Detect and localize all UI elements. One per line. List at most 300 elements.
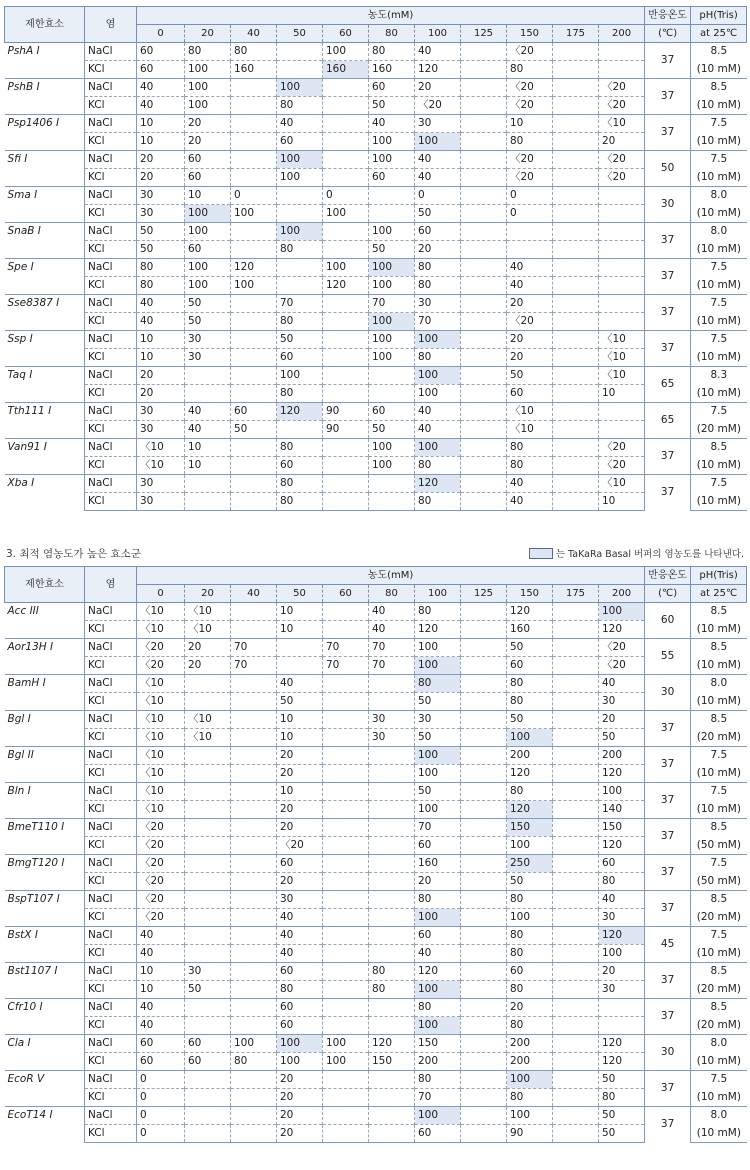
activity-cell: 40 xyxy=(137,313,185,331)
activity-cell: 100 xyxy=(369,331,415,349)
activity-cell: 60 xyxy=(185,169,231,187)
activity-cell xyxy=(231,151,277,169)
activity-cell xyxy=(323,151,369,169)
ph-value: 8.5 xyxy=(691,999,747,1017)
activity-cell: 30 xyxy=(599,981,645,999)
ph-concentration: (10 mM) xyxy=(696,766,741,779)
ph-concentration: (10 mM) xyxy=(691,1125,747,1143)
activity-cell xyxy=(323,367,369,385)
activity-cell xyxy=(461,765,507,783)
activity-cell xyxy=(461,259,507,277)
enzyme-table-1 xyxy=(4,6,747,511)
ph-value: 7.5 xyxy=(691,747,747,765)
activity-cell: 30 xyxy=(415,295,461,313)
ph-concentration: (10 mM) xyxy=(696,98,741,111)
activity-cell xyxy=(507,223,553,241)
activity-cell xyxy=(231,945,277,963)
header-conc-col: 200 xyxy=(599,585,645,603)
activity-cell xyxy=(553,765,599,783)
enzyme-name: Sse8387 I xyxy=(5,295,85,331)
activity-cell: 〈20 xyxy=(507,151,553,169)
ph-concentration: (20 mM) xyxy=(696,982,741,995)
activity-cell xyxy=(461,79,507,97)
salt-cell: NaCl xyxy=(85,963,137,981)
salt-cell: KCl xyxy=(85,241,137,259)
activity-cell: 80 xyxy=(415,999,461,1017)
enzyme-name: BmeT110 I xyxy=(5,819,85,855)
activity-cell: 20 xyxy=(277,819,323,837)
table-row xyxy=(5,1125,747,1143)
activity-cell: 〈10 xyxy=(599,367,645,385)
activity-cell xyxy=(323,603,369,621)
activity-cell xyxy=(231,711,277,729)
activity-cell: 100 xyxy=(231,205,277,223)
activity-cell: 120 xyxy=(323,277,369,295)
enzyme-name: PshB I xyxy=(5,79,85,115)
activity-cell: 100 xyxy=(323,43,369,61)
activity-cell: 0 xyxy=(231,187,277,205)
salt-cell: NaCl xyxy=(85,783,137,801)
activity-cell: 60 xyxy=(507,657,553,675)
activity-cell xyxy=(323,801,369,819)
activity-cell xyxy=(323,711,369,729)
table-row xyxy=(5,729,747,747)
activity-cell: 80 xyxy=(137,277,185,295)
activity-cell: 70 xyxy=(323,657,369,675)
table-row xyxy=(5,801,747,819)
activity-cell: 120 xyxy=(415,621,461,639)
activity-cell: 30 xyxy=(415,115,461,133)
ph-value: 7.5 xyxy=(691,259,747,277)
activity-cell: 〈10 xyxy=(137,675,185,693)
salt-cell: KCl xyxy=(85,657,137,675)
activity-cell: 100 xyxy=(369,133,415,151)
salt-cell: NaCl xyxy=(85,819,137,837)
activity-cell: 160 xyxy=(369,61,415,79)
ph-concentration: (20 mM) xyxy=(696,422,741,435)
enzyme-name: Bgl II xyxy=(5,747,85,783)
activity-cell: 120 xyxy=(415,61,461,79)
reaction-temp: 37 xyxy=(645,475,691,511)
reaction-temp: 37 xyxy=(645,439,691,475)
activity-cell: 80 xyxy=(415,277,461,295)
ph-value: 8.5 xyxy=(691,43,747,61)
ph-value: 8.0 xyxy=(691,1107,747,1125)
activity-cell xyxy=(461,421,507,439)
salt-cell: KCl xyxy=(85,313,137,331)
activity-cell xyxy=(369,927,415,945)
activity-cell xyxy=(461,927,507,945)
salt-cell: KCl xyxy=(85,277,137,295)
activity-cell xyxy=(461,1035,507,1053)
activity-cell: 60 xyxy=(369,403,415,421)
salt-cell: KCl xyxy=(85,1125,137,1143)
enzyme-name: Tth111 I xyxy=(5,403,85,439)
activity-cell: 100 xyxy=(599,603,645,621)
table-row xyxy=(5,711,747,729)
activity-cell xyxy=(553,439,599,457)
activity-cell: 50 xyxy=(415,783,461,801)
activity-cell: 40 xyxy=(185,421,231,439)
activity-cell xyxy=(231,819,277,837)
activity-cell: 80 xyxy=(507,891,553,909)
reaction-temp: 37 xyxy=(645,891,691,927)
activity-cell xyxy=(231,169,277,187)
activity-cell xyxy=(231,223,277,241)
activity-cell: 60 xyxy=(277,855,323,873)
ph-value: 8.5 xyxy=(691,603,747,621)
activity-cell: 〈10 xyxy=(137,621,185,639)
activity-cell xyxy=(461,97,507,115)
activity-cell xyxy=(185,693,231,711)
activity-cell: 50 xyxy=(415,693,461,711)
activity-cell: 〈10 xyxy=(599,115,645,133)
table-row xyxy=(5,61,747,79)
activity-cell xyxy=(553,783,599,801)
activity-cell xyxy=(185,367,231,385)
enzyme-name: BstX I xyxy=(5,927,85,963)
table-row xyxy=(5,639,747,657)
activity-cell xyxy=(323,79,369,97)
activity-cell xyxy=(553,115,599,133)
enzyme-name: Cla I xyxy=(5,1035,85,1071)
activity-cell: 40 xyxy=(137,295,185,313)
activity-cell xyxy=(461,205,507,223)
activity-cell xyxy=(461,241,507,259)
table-row xyxy=(5,621,747,639)
activity-cell: 50 xyxy=(369,241,415,259)
ph-value: 8.5 xyxy=(691,963,747,981)
activity-cell xyxy=(231,295,277,313)
activity-cell: 90 xyxy=(507,1125,553,1143)
activity-cell xyxy=(323,765,369,783)
activity-cell xyxy=(553,693,599,711)
activity-cell: 200 xyxy=(415,1053,461,1071)
activity-cell: 30 xyxy=(185,331,231,349)
legend-swatch xyxy=(529,548,553,559)
ph-concentration: (10 mM) xyxy=(696,206,741,219)
ph-concentration: (10 mM) xyxy=(696,314,741,327)
activity-cell xyxy=(461,313,507,331)
activity-cell xyxy=(461,945,507,963)
activity-cell: 30 xyxy=(137,421,185,439)
activity-cell: 〈10 xyxy=(599,475,645,493)
header-concentration: 농도(mM) xyxy=(137,7,645,25)
activity-cell: 〈20 xyxy=(137,855,185,873)
activity-cell xyxy=(277,657,323,675)
activity-cell: 100 xyxy=(415,385,461,403)
ph-value: 7.5 xyxy=(691,115,747,133)
activity-cell: 〈10 xyxy=(185,711,231,729)
activity-cell: 60 xyxy=(415,223,461,241)
activity-cell: 100 xyxy=(369,457,415,475)
ph-concentration: (20 mM) xyxy=(696,1018,741,1031)
activity-cell: 250 xyxy=(507,855,553,873)
header-conc-col: 50 xyxy=(277,25,323,43)
activity-cell: 50 xyxy=(185,313,231,331)
activity-cell xyxy=(461,729,507,747)
activity-cell: 120 xyxy=(369,1035,415,1053)
activity-cell: 30 xyxy=(277,891,323,909)
activity-cell: 80 xyxy=(507,693,553,711)
activity-cell xyxy=(231,385,277,403)
salt-cell: NaCl xyxy=(85,223,137,241)
activity-cell: 120 xyxy=(415,963,461,981)
activity-cell: 100 xyxy=(507,837,553,855)
salt-cell: NaCl xyxy=(85,367,137,385)
header-concentration: 농도(mM) xyxy=(137,567,645,585)
activity-cell: 50 xyxy=(277,693,323,711)
activity-cell: 40 xyxy=(507,475,553,493)
activity-cell: 120 xyxy=(277,403,323,421)
activity-cell xyxy=(231,1107,277,1125)
activity-cell xyxy=(231,765,277,783)
activity-cell: 20 xyxy=(277,801,323,819)
enzyme-name: PshA I xyxy=(5,43,85,79)
activity-cell: 10 xyxy=(277,621,323,639)
activity-cell xyxy=(231,963,277,981)
salt-cell: KCl xyxy=(85,1017,137,1035)
activity-cell: 60 xyxy=(137,43,185,61)
header-conc-col: 60 xyxy=(323,25,369,43)
activity-cell xyxy=(323,693,369,711)
salt-cell: NaCl xyxy=(85,999,137,1017)
activity-cell: 〈20 xyxy=(137,639,185,657)
activity-cell: 0 xyxy=(137,1107,185,1125)
activity-cell: 80 xyxy=(507,783,553,801)
reaction-temp: 45 xyxy=(645,927,691,963)
activity-cell: 40 xyxy=(415,403,461,421)
activity-cell: 80 xyxy=(415,457,461,475)
activity-cell xyxy=(323,241,369,259)
salt-cell: KCl xyxy=(85,981,137,999)
activity-cell: 10 xyxy=(137,115,185,133)
legend xyxy=(529,546,744,560)
activity-cell: 10 xyxy=(137,963,185,981)
activity-cell xyxy=(369,783,415,801)
activity-cell: 〈20 xyxy=(507,43,553,61)
activity-cell xyxy=(553,205,599,223)
header-conc-col: 150 xyxy=(507,25,553,43)
ph-value: 8.5 xyxy=(691,639,747,657)
activity-cell: 20 xyxy=(277,1107,323,1125)
table-row xyxy=(5,457,747,475)
activity-cell xyxy=(231,475,277,493)
activity-cell xyxy=(369,693,415,711)
header-conc-col: 40 xyxy=(231,585,277,603)
activity-cell xyxy=(461,1089,507,1107)
activity-cell: 100 xyxy=(369,439,415,457)
salt-cell: KCl xyxy=(85,801,137,819)
table-row xyxy=(5,277,747,295)
activity-cell xyxy=(553,1035,599,1053)
activity-cell: 150 xyxy=(369,1053,415,1071)
activity-cell xyxy=(323,945,369,963)
activity-cell: 20 xyxy=(415,873,461,891)
activity-cell xyxy=(599,999,645,1017)
salt-cell: KCl xyxy=(85,205,137,223)
activity-cell: 40 xyxy=(137,945,185,963)
activity-cell xyxy=(553,1107,599,1125)
activity-cell: 50 xyxy=(369,97,415,115)
activity-cell: 80 xyxy=(507,1017,553,1035)
activity-cell: 20 xyxy=(277,873,323,891)
activity-cell: 80 xyxy=(415,603,461,621)
activity-cell xyxy=(369,747,415,765)
activity-cell xyxy=(277,43,323,61)
activity-cell xyxy=(231,783,277,801)
activity-cell xyxy=(369,475,415,493)
activity-cell xyxy=(461,783,507,801)
activity-cell xyxy=(553,801,599,819)
ph-concentration: (20 mM) xyxy=(696,910,741,923)
ph-concentration: (10 mM) xyxy=(696,170,741,183)
salt-cell: KCl xyxy=(85,349,137,367)
table-row xyxy=(5,873,747,891)
reaction-temp: 37 xyxy=(645,999,691,1035)
activity-cell xyxy=(461,963,507,981)
activity-cell: 30 xyxy=(369,711,415,729)
activity-cell: 10 xyxy=(277,711,323,729)
activity-cell xyxy=(323,1107,369,1125)
ph-value: 8.3 xyxy=(691,367,747,385)
reaction-temp: 37 xyxy=(645,43,691,79)
enzyme-name: Bgl I xyxy=(5,711,85,747)
activity-cell xyxy=(323,475,369,493)
table-row xyxy=(5,909,747,927)
activity-cell: 80 xyxy=(599,1089,645,1107)
table-row xyxy=(5,693,747,711)
activity-cell: 160 xyxy=(323,61,369,79)
activity-cell: 〈10 xyxy=(137,603,185,621)
activity-cell: 20 xyxy=(185,657,231,675)
activity-cell xyxy=(553,909,599,927)
activity-cell: 10 xyxy=(277,783,323,801)
activity-cell xyxy=(369,1017,415,1035)
table-row xyxy=(5,1089,747,1107)
activity-cell xyxy=(553,151,599,169)
activity-cell: 50 xyxy=(415,205,461,223)
activity-cell: 〈20 xyxy=(137,819,185,837)
activity-cell: 50 xyxy=(277,331,323,349)
enzyme-name: BmgT120 I xyxy=(5,855,85,891)
activity-cell xyxy=(461,277,507,295)
activity-cell: 40 xyxy=(137,927,185,945)
activity-cell: 40 xyxy=(507,259,553,277)
activity-cell: 20 xyxy=(277,1125,323,1143)
table-row xyxy=(5,331,747,349)
salt-cell: KCl xyxy=(85,421,137,439)
activity-cell: 40 xyxy=(369,603,415,621)
activity-cell: 30 xyxy=(599,909,645,927)
activity-cell xyxy=(231,1125,277,1143)
activity-cell xyxy=(369,205,415,223)
activity-cell xyxy=(323,457,369,475)
activity-cell: 100 xyxy=(415,133,461,151)
activity-cell: 70 xyxy=(323,639,369,657)
activity-cell: 60 xyxy=(185,151,231,169)
ph-value: 8.0 xyxy=(691,223,747,241)
activity-cell xyxy=(231,241,277,259)
activity-cell xyxy=(369,999,415,1017)
activity-cell xyxy=(553,493,599,511)
activity-cell: 60 xyxy=(277,1017,323,1035)
activity-cell: 〈10 xyxy=(185,621,231,639)
activity-cell: 100 xyxy=(185,79,231,97)
table-row xyxy=(5,493,747,511)
activity-cell: 120 xyxy=(599,1053,645,1071)
activity-cell: 10 xyxy=(185,439,231,457)
header-conc-col: 20 xyxy=(185,585,231,603)
activity-cell: 60 xyxy=(507,963,553,981)
ph-value: 7.5 xyxy=(691,1071,747,1089)
activity-cell: 100 xyxy=(507,729,553,747)
ph-concentration: (10 mM) xyxy=(696,694,741,707)
activity-cell xyxy=(369,367,415,385)
activity-cell: 60 xyxy=(277,963,323,981)
activity-cell xyxy=(553,855,599,873)
activity-cell xyxy=(461,621,507,639)
activity-cell xyxy=(323,891,369,909)
activity-cell: 80 xyxy=(507,945,553,963)
activity-cell xyxy=(277,187,323,205)
activity-cell xyxy=(185,1125,231,1143)
table-row xyxy=(5,1071,747,1089)
activity-cell xyxy=(599,259,645,277)
enzyme-name: Cfr10 I xyxy=(5,999,85,1035)
salt-cell: KCl xyxy=(85,909,137,927)
activity-cell xyxy=(553,97,599,115)
activity-cell: 〈20 xyxy=(137,891,185,909)
salt-cell: NaCl xyxy=(85,711,137,729)
activity-cell: 80 xyxy=(507,439,553,457)
enzyme-name: Acc III xyxy=(5,603,85,639)
activity-cell xyxy=(461,61,507,79)
activity-cell xyxy=(323,855,369,873)
ph-concentration: (10 mM) xyxy=(696,458,741,471)
activity-cell xyxy=(553,1017,599,1035)
salt-cell: NaCl xyxy=(85,855,137,873)
table-row xyxy=(5,981,747,999)
activity-cell xyxy=(231,855,277,873)
activity-cell: 80 xyxy=(415,1071,461,1089)
table-row xyxy=(5,475,747,493)
ph-value: 7.5 xyxy=(691,475,747,493)
activity-cell xyxy=(553,457,599,475)
activity-cell: 〈20 xyxy=(599,97,645,115)
activity-cell: 100 xyxy=(323,1053,369,1071)
activity-cell xyxy=(599,277,645,295)
activity-cell: 100 xyxy=(323,259,369,277)
activity-cell xyxy=(323,331,369,349)
activity-cell: 30 xyxy=(137,187,185,205)
ph-value: 7.5 xyxy=(691,927,747,945)
activity-cell xyxy=(185,675,231,693)
header-conc-col: 0 xyxy=(137,585,185,603)
activity-cell xyxy=(461,151,507,169)
activity-cell: 30 xyxy=(185,963,231,981)
header-enzyme: 제한효소 xyxy=(5,7,85,43)
activity-cell xyxy=(553,873,599,891)
enzyme-name: Van91 I xyxy=(5,439,85,475)
activity-cell xyxy=(323,385,369,403)
reaction-temp: 30 xyxy=(645,1035,691,1071)
activity-cell xyxy=(231,115,277,133)
salt-cell: KCl xyxy=(85,765,137,783)
ph-concentration: (10 mM) xyxy=(696,278,741,291)
activity-cell xyxy=(185,945,231,963)
activity-cell: 10 xyxy=(185,187,231,205)
